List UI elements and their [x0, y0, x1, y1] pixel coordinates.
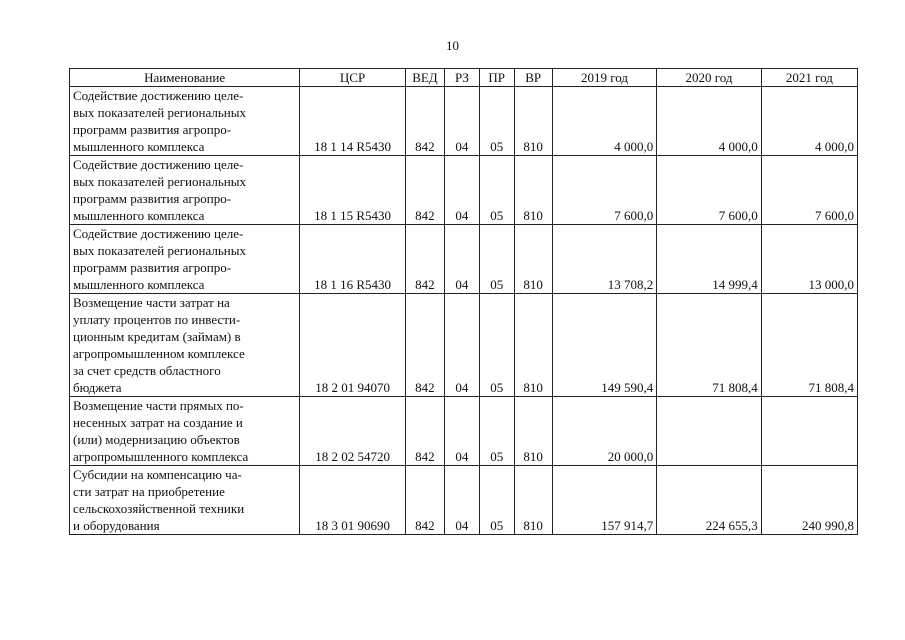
name-line: Содействие достижению целе- — [73, 88, 244, 103]
name-line: мышленного комплекса — [73, 277, 205, 292]
cell-ved: 842 — [405, 225, 444, 294]
name-line: программ развития агропро- — [73, 122, 232, 137]
cell-2020: 7 600,0 — [657, 156, 762, 225]
cell-ved: 842 — [405, 294, 444, 397]
table-row — [70, 225, 858, 294]
cell-vr: 810 — [514, 466, 552, 535]
header-pr: ПР — [479, 69, 514, 87]
table-row — [70, 87, 858, 156]
cell-vr: 810 — [514, 294, 552, 397]
cell-csr: 18 3 01 90690 — [300, 466, 406, 535]
name-line: Содействие достижению целе- — [73, 157, 244, 172]
table-header-row — [70, 69, 858, 87]
cell-2019: 20 000,0 — [552, 397, 657, 466]
cell-2019: 4 000,0 — [552, 87, 657, 156]
name-line: бюджета — [73, 380, 122, 395]
cell-2021: 7 600,0 — [761, 156, 857, 225]
name-line: (или) модернизацию объектов — [73, 432, 240, 447]
name-line: вых показателей региональных — [73, 243, 246, 258]
cell-vr: 810 — [514, 156, 552, 225]
name-line: программ развития агропро- — [73, 191, 232, 206]
name-line: сельскохозяйственной техники — [73, 501, 245, 516]
cell-pr: 05 — [479, 156, 514, 225]
table-row — [70, 466, 858, 535]
cell-vr: 810 — [514, 225, 552, 294]
cell-ved: 842 — [405, 87, 444, 156]
cell-2020: 14 999,4 — [657, 225, 762, 294]
cell-rz: 04 — [444, 156, 479, 225]
cell-2021 — [761, 397, 857, 466]
cell-rz: 04 — [444, 397, 479, 466]
name-line: ционным кредитам (займам) в — [73, 329, 241, 344]
name-line: вых показателей региональных — [73, 174, 246, 189]
header-2020: 2020 год — [657, 69, 762, 87]
cell-2021: 4 000,0 — [761, 87, 857, 156]
cell-name — [70, 225, 300, 294]
name-line: уплату процентов по инвести- — [73, 312, 241, 327]
table-body — [70, 87, 858, 535]
cell-name — [70, 466, 300, 535]
cell-csr: 18 1 16 R5430 — [300, 225, 406, 294]
cell-2019: 7 600,0 — [552, 156, 657, 225]
cell-pr: 05 — [479, 466, 514, 535]
header-name: Наименование — [70, 69, 300, 87]
name-line: Возмещение части прямых по- — [73, 398, 244, 413]
cell-2020: 4 000,0 — [657, 87, 762, 156]
header-rz: РЗ — [444, 69, 479, 87]
cell-2020: 224 655,3 — [657, 466, 762, 535]
cell-pr: 05 — [479, 87, 514, 156]
cell-ved: 842 — [405, 466, 444, 535]
cell-2021: 71 808,4 — [761, 294, 857, 397]
cell-2019: 13 708,2 — [552, 225, 657, 294]
cell-ved: 842 — [405, 397, 444, 466]
cell-2019: 149 590,4 — [552, 294, 657, 397]
cell-rz: 04 — [444, 466, 479, 535]
name-line: и оборудования — [73, 518, 160, 533]
name-line: агропромышленном комплексе — [73, 346, 245, 361]
cell-vr: 810 — [514, 397, 552, 466]
cell-rz: 04 — [444, 294, 479, 397]
cell-name — [70, 156, 300, 225]
name-line: несенных затрат на создание и — [73, 415, 243, 430]
cell-name — [70, 397, 300, 466]
name-line: программ развития агропро- — [73, 260, 232, 275]
name-line: Возмещение части затрат на — [73, 295, 230, 310]
name-line: за счет средств областного — [73, 363, 221, 378]
cell-pr: 05 — [479, 225, 514, 294]
cell-csr: 18 1 15 R5430 — [300, 156, 406, 225]
cell-rz: 04 — [444, 225, 479, 294]
name-line: мышленного комплекса — [73, 208, 205, 223]
name-line: агропромышленного комплекса — [73, 449, 249, 464]
cell-2020 — [657, 397, 762, 466]
name-line: вых показателей региональных — [73, 105, 246, 120]
cell-csr: 18 2 02 54720 — [300, 397, 406, 466]
cell-rz: 04 — [444, 87, 479, 156]
cell-csr: 18 1 14 R5430 — [300, 87, 406, 156]
cell-2019: 157 914,7 — [552, 466, 657, 535]
cell-name — [70, 87, 300, 156]
table-row — [70, 156, 858, 225]
cell-2020: 71 808,4 — [657, 294, 762, 397]
budget-table — [69, 68, 858, 535]
header-2021: 2021 год — [761, 69, 857, 87]
name-line: Содействие достижению целе- — [73, 226, 244, 241]
cell-name — [70, 294, 300, 397]
cell-pr: 05 — [479, 397, 514, 466]
table-row — [70, 294, 858, 397]
cell-2021: 13 000,0 — [761, 225, 857, 294]
header-2019: 2019 год — [552, 69, 657, 87]
name-line: Субсидии на компенсацию ча- — [73, 467, 242, 482]
header-csr: ЦСР — [300, 69, 406, 87]
name-line: мышленного комплекса — [73, 139, 205, 154]
cell-ved: 842 — [405, 156, 444, 225]
cell-vr: 810 — [514, 87, 552, 156]
page-number: 10 — [446, 38, 459, 53]
table-row — [70, 397, 858, 466]
header-vr: ВР — [514, 69, 552, 87]
name-line: сти затрат на приобретение — [73, 484, 225, 499]
header-ved: ВЕД — [405, 69, 444, 87]
cell-csr: 18 2 01 94070 — [300, 294, 406, 397]
cell-pr: 05 — [479, 294, 514, 397]
cell-2021: 240 990,8 — [761, 466, 857, 535]
